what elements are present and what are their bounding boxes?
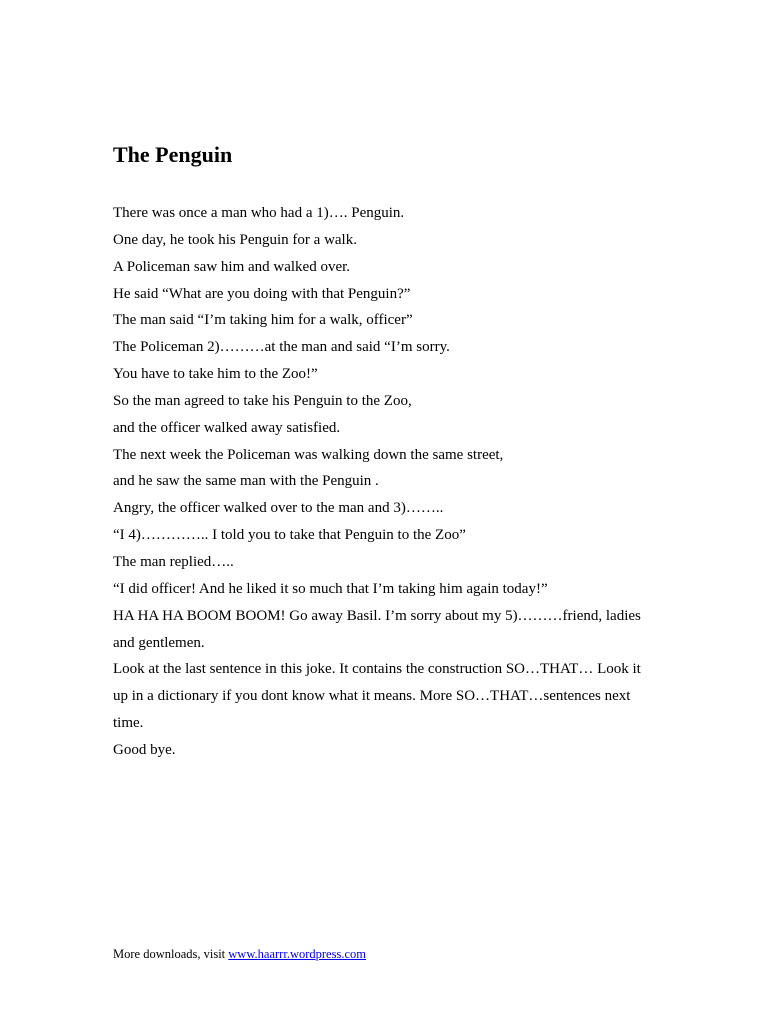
text-line: So the man agreed to take his Penguin to the Zoo, bbox=[113, 392, 412, 409]
text-line: and the officer walked away satisfied. bbox=[113, 419, 341, 436]
text-line: He said “What are you doing with that Penguin?” bbox=[113, 285, 411, 302]
document-body bbox=[113, 200, 658, 764]
text-line: There was once a man who had a 1)…. Penguin. bbox=[113, 205, 405, 221]
text-line: “I did officer! And he liked it so much that I’m taking him again today!” bbox=[113, 580, 548, 597]
footer bbox=[113, 945, 366, 963]
text-line: You have to take him to the Zoo!” bbox=[113, 366, 318, 383]
text-line: The man replied….. bbox=[113, 553, 234, 570]
text-line: The Policeman 2)………at the man and said “I’m sorry. bbox=[113, 339, 450, 356]
text-line: “I 4)………….. I told you to take that Penguin to the Zoo” bbox=[113, 527, 466, 544]
text-line: The man said “I’m taking him for a walk, officer” bbox=[113, 312, 413, 329]
footer-text: More downloads, visit bbox=[113, 947, 229, 961]
document-title: The Penguin bbox=[113, 142, 233, 167]
text-paragraph: HA HA HA BOOM BOOM! Go away Basil. I’m sorry about my 5)………friend, ladies and gentlemen. bbox=[113, 607, 641, 651]
footer-link[interactable]: www.haarrr.wordpress.com bbox=[228, 947, 366, 961]
text-line: A Policeman saw him and walked over. bbox=[113, 258, 351, 275]
text-line: One day, he took his Penguin for a walk. bbox=[113, 231, 357, 248]
text-line: and he saw the same man with the Penguin . bbox=[113, 473, 379, 490]
text-line: The next week the Policeman was walking down the same street, bbox=[113, 446, 504, 463]
text-line: Angry, the officer walked over to the man and 3)…….. bbox=[113, 500, 444, 517]
text-paragraph: Look at the last sentence in this joke. It contains the construction SO…THAT… Look it up in a dictionary if you dont know what it means. More SO…THAT…sentences next time. bbox=[113, 661, 641, 732]
text-paragraph: Good bye. bbox=[113, 741, 176, 758]
